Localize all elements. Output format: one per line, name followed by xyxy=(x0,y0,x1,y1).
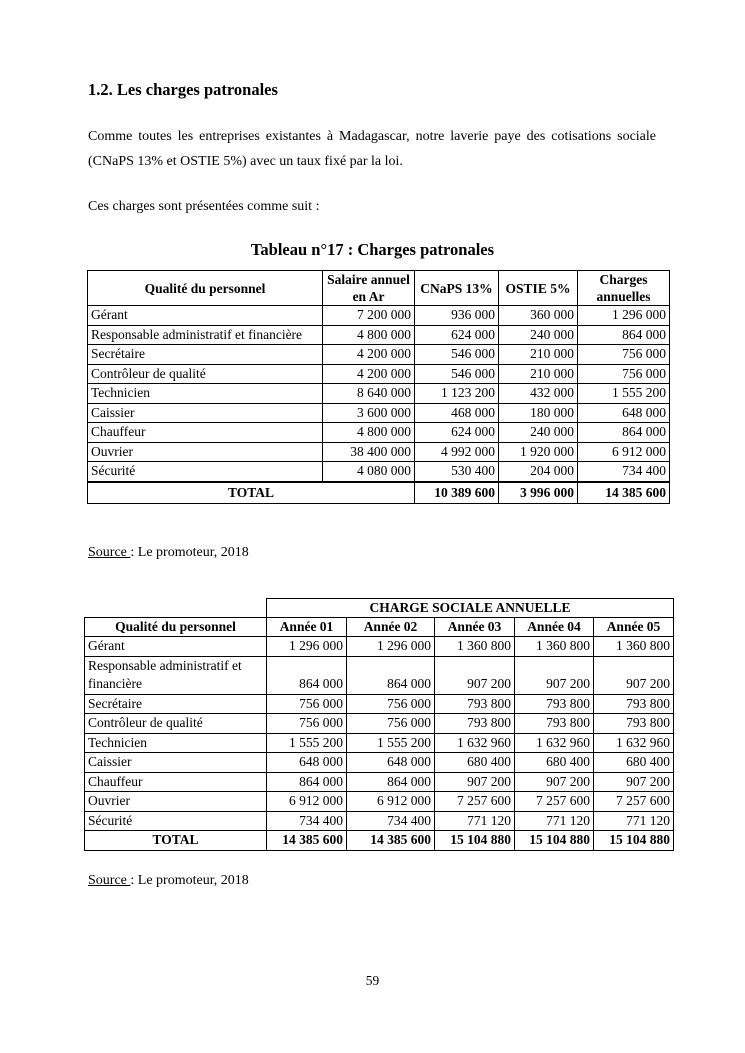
cell-value: 38 400 000 xyxy=(323,442,415,462)
row-label: Ouvrier xyxy=(85,792,267,812)
cell-value: 180 000 xyxy=(499,403,578,423)
cell-value: 793 800 xyxy=(594,694,674,714)
column-header: OSTIE 5% xyxy=(499,271,578,306)
cell-value: 793 800 xyxy=(594,714,674,734)
section-title: 1.2. Les charges patronales xyxy=(88,80,278,99)
column-header: Année 04 xyxy=(515,618,594,637)
total-value: 3 996 000 xyxy=(499,482,578,504)
cell-value: 734 400 xyxy=(267,811,347,831)
cell-value: 907 200 xyxy=(515,772,594,792)
table-row xyxy=(88,423,670,443)
cell-value: 4 200 000 xyxy=(323,345,415,365)
cell-value: 4 200 000 xyxy=(323,364,415,384)
page-number: 59 xyxy=(365,973,380,988)
source-text: : Le promoteur, 2018 xyxy=(130,545,249,560)
cell-value: 240 000 xyxy=(499,325,578,345)
cell-value: 864 000 xyxy=(578,325,670,345)
cell-value: 8 640 000 xyxy=(323,384,415,404)
table-row xyxy=(88,442,670,462)
cell-value: 648 000 xyxy=(267,753,347,773)
cell-value: 6 912 000 xyxy=(267,792,347,812)
cell-value: 756 000 xyxy=(578,345,670,365)
cell-value: 864 000 xyxy=(347,772,435,792)
row-label: Chauffeur xyxy=(88,423,323,443)
table2-source xyxy=(88,873,249,889)
empty-corner-cell xyxy=(85,599,267,618)
cell-value: 864 000 xyxy=(578,423,670,443)
cell-value: 546 000 xyxy=(415,364,499,384)
cell-value: 756 000 xyxy=(347,714,435,734)
cell-value: 648 000 xyxy=(578,403,670,423)
total-row xyxy=(85,831,674,851)
table-row xyxy=(85,637,674,657)
cell-value: 907 200 xyxy=(594,772,674,792)
cell-value: 530 400 xyxy=(415,462,499,482)
cell-value: 7 257 600 xyxy=(594,792,674,812)
column-header: Année 05 xyxy=(594,618,674,637)
cell-value: 756 000 xyxy=(267,714,347,734)
cell-value: 771 120 xyxy=(435,811,515,831)
table-row xyxy=(88,364,670,384)
cell-value: 864 000 xyxy=(267,772,347,792)
cell-value: 793 800 xyxy=(435,694,515,714)
table-row xyxy=(85,811,674,831)
cell-value: 210 000 xyxy=(499,364,578,384)
cell-value: 680 400 xyxy=(515,753,594,773)
cell-value: 6 912 000 xyxy=(347,792,435,812)
cell-value: 756 000 xyxy=(267,694,347,714)
cell-value: 771 120 xyxy=(515,811,594,831)
cell-value: 756 000 xyxy=(578,364,670,384)
cell-value: 546 000 xyxy=(415,345,499,365)
row-label: Gérant xyxy=(88,306,323,326)
cell-value: 907 200 xyxy=(435,656,515,694)
cell-value: 7 200 000 xyxy=(323,306,415,326)
table-row xyxy=(88,306,670,326)
cell-value: 756 000 xyxy=(347,694,435,714)
cell-value: 1 920 000 xyxy=(499,442,578,462)
total-value: 15 104 880 xyxy=(435,831,515,851)
cell-value: 1 360 800 xyxy=(515,637,594,657)
cell-value: 468 000 xyxy=(415,403,499,423)
row-label: Technicien xyxy=(88,384,323,404)
table-row xyxy=(85,753,674,773)
total-row xyxy=(88,482,670,504)
cell-value: 1 555 200 xyxy=(267,733,347,753)
row-label: Ouvrier xyxy=(88,442,323,462)
table1-caption: Tableau n°17 : Charges patronales xyxy=(250,240,495,259)
row-label: Technicien xyxy=(85,733,267,753)
cell-value: 1 360 800 xyxy=(594,637,674,657)
column-header: Année 02 xyxy=(347,618,435,637)
column-header: Année 01 xyxy=(267,618,347,637)
table-row xyxy=(85,694,674,714)
cell-value: 1 360 800 xyxy=(435,637,515,657)
row-label: Sécurité xyxy=(85,811,267,831)
intro-paragraph: Comme toutes les entreprises existantes à Madagascar, notre laverie paye des cotisations sociale (CNaPS 13% et OSTIE 5%) avec un taux fixé par la loi. xyxy=(88,129,656,169)
row-label: Responsable administratif et financière xyxy=(85,656,267,694)
cell-value: 864 000 xyxy=(267,656,347,694)
cell-value: 3 600 000 xyxy=(323,403,415,423)
cell-value: 360 000 xyxy=(499,306,578,326)
cell-value: 771 120 xyxy=(594,811,674,831)
cell-value: 210 000 xyxy=(499,345,578,365)
total-value: 15 104 880 xyxy=(515,831,594,851)
row-label: Contrôleur de qualité xyxy=(85,714,267,734)
cell-value: 1 296 000 xyxy=(578,306,670,326)
total-label: TOTAL xyxy=(88,482,415,504)
cell-value: 648 000 xyxy=(347,753,435,773)
cell-value: 680 400 xyxy=(435,753,515,773)
cell-value: 734 400 xyxy=(347,811,435,831)
cell-value: 204 000 xyxy=(499,462,578,482)
total-label: TOTAL xyxy=(85,831,267,851)
cell-value: 907 200 xyxy=(594,656,674,694)
cell-value: 4 800 000 xyxy=(323,423,415,443)
lead-in-paragraph: Ces charges sont présentées comme suit : xyxy=(88,199,320,214)
row-label: Gérant xyxy=(85,637,267,657)
total-value: 14 385 600 xyxy=(578,482,670,504)
total-value: 14 385 600 xyxy=(267,831,347,851)
row-label: Chauffeur xyxy=(85,772,267,792)
group-header: CHARGE SOCIALE ANNUELLE xyxy=(267,599,674,618)
cell-value: 1 632 960 xyxy=(515,733,594,753)
cell-value: 864 000 xyxy=(347,656,435,694)
cell-value: 793 800 xyxy=(515,694,594,714)
cell-value: 240 000 xyxy=(499,423,578,443)
column-header: Qualité du personnel xyxy=(85,618,267,637)
cell-value: 793 800 xyxy=(435,714,515,734)
table1-source xyxy=(88,545,249,561)
table-row xyxy=(88,462,670,482)
table-row xyxy=(88,325,670,345)
table-row xyxy=(85,733,674,753)
table-row xyxy=(85,656,674,694)
cell-value: 793 800 xyxy=(515,714,594,734)
total-value: 10 389 600 xyxy=(415,482,499,504)
cell-value: 907 200 xyxy=(515,656,594,694)
charges-patronales-table xyxy=(87,270,670,504)
column-header: Salaire annuel en Ar xyxy=(323,271,415,306)
cell-value: 432 000 xyxy=(499,384,578,404)
cell-value: 907 200 xyxy=(435,772,515,792)
charge-sociale-annuelle-table xyxy=(84,598,674,851)
cell-value: 6 912 000 xyxy=(578,442,670,462)
cell-value: 4 992 000 xyxy=(415,442,499,462)
table-row xyxy=(85,772,674,792)
table-row xyxy=(88,403,670,423)
table-row xyxy=(88,384,670,404)
row-label: Secrétaire xyxy=(88,345,323,365)
cell-value: 680 400 xyxy=(594,753,674,773)
cell-value: 734 400 xyxy=(578,462,670,482)
cell-value: 1 296 000 xyxy=(267,637,347,657)
cell-value: 1 555 200 xyxy=(578,384,670,404)
cell-value: 7 257 600 xyxy=(515,792,594,812)
total-value: 14 385 600 xyxy=(347,831,435,851)
cell-value: 1 632 960 xyxy=(594,733,674,753)
cell-value: 624 000 xyxy=(415,325,499,345)
row-label: Caissier xyxy=(88,403,323,423)
table-row xyxy=(85,714,674,734)
row-label: Sécurité xyxy=(88,462,323,482)
cell-value: 1 296 000 xyxy=(347,637,435,657)
column-header: Année 03 xyxy=(435,618,515,637)
total-value: 15 104 880 xyxy=(594,831,674,851)
row-label: Caissier xyxy=(85,753,267,773)
row-label: Secrétaire xyxy=(85,694,267,714)
row-label: Contrôleur de qualité xyxy=(88,364,323,384)
cell-value: 4 080 000 xyxy=(323,462,415,482)
source-text: : Le promoteur, 2018 xyxy=(130,873,249,888)
row-label: Responsable administratif et financière xyxy=(88,325,323,345)
table-row xyxy=(88,345,670,365)
table-row xyxy=(85,792,674,812)
column-header: Charges annuelles xyxy=(578,271,670,306)
cell-value: 1 632 960 xyxy=(435,733,515,753)
cell-value: 1 123 200 xyxy=(415,384,499,404)
cell-value: 7 257 600 xyxy=(435,792,515,812)
source-label: Source xyxy=(88,873,131,888)
cell-value: 4 800 000 xyxy=(323,325,415,345)
column-header: Qualité du personnel xyxy=(88,271,323,306)
cell-value: 624 000 xyxy=(415,423,499,443)
source-label: Source xyxy=(88,545,131,560)
column-header: CNaPS 13% xyxy=(415,271,499,306)
cell-value: 936 000 xyxy=(415,306,499,326)
cell-value: 1 555 200 xyxy=(347,733,435,753)
